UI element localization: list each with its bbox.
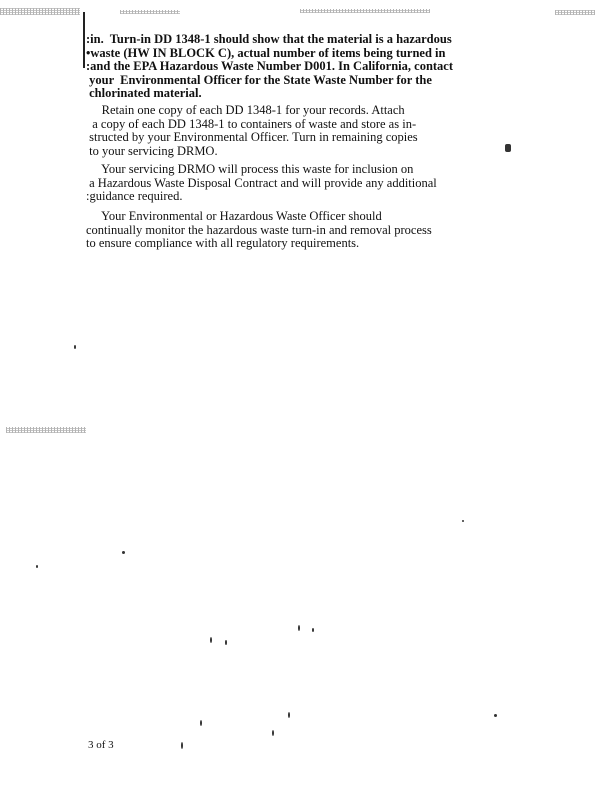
scan-speck (225, 640, 227, 645)
scan-speck (505, 144, 511, 152)
scan-speck (36, 565, 38, 568)
scan-noise-top-left (0, 8, 80, 15)
scan-speck (298, 625, 300, 631)
text-line: a Hazardous Waste Disposal Contract and will provide any additional (86, 175, 437, 190)
scan-speck (272, 730, 274, 736)
text-line: Your servicing DRMO will process this waste for inclusion on (86, 162, 414, 176)
scan-noise-left (6, 427, 86, 433)
scan-speck (462, 520, 464, 522)
text-line: a copy of each DD 1348-1 to containers of waste and store as in- (86, 116, 417, 131)
text-line: your Environmental Officer for the State Waste Number for the (86, 72, 432, 87)
scan-speck (210, 637, 212, 643)
scan-speck (312, 628, 314, 632)
scan-noise-top-center-left (120, 10, 180, 14)
text-line: :guidance required. (86, 189, 183, 204)
scan-speck (200, 720, 202, 726)
scan-noise-top-right (555, 10, 595, 15)
text-line: :in. Turn-in DD 1348-1 should show that the material is a hazardous (86, 32, 452, 46)
paragraph-retain-copy (86, 104, 466, 158)
scan-noise-top-center (300, 9, 430, 13)
scan-speck (494, 714, 497, 717)
text-line: Retain one copy of each DD 1348-1 for your records. Attach (86, 103, 405, 117)
page-number: 3 of 3 (88, 739, 114, 751)
text-line: •waste (HW IN BLOCK C), actual number of items being turned in (86, 45, 446, 60)
text-line: Your Environmental or Hazardous Waste Officer should (86, 209, 382, 223)
scan-speck (74, 345, 76, 349)
paragraph-turn-in-instructions (86, 33, 466, 101)
scan-speck (122, 551, 125, 554)
text-line: structed by your Environmental Officer. Turn in remaining copies (86, 130, 418, 145)
scan-margin-bar (83, 12, 85, 68)
scan-speck (181, 742, 183, 749)
text-line: to your servicing DRMO. (86, 143, 218, 158)
text-line: to ensure compliance with all regulatory requirements. (86, 236, 360, 251)
text-line: chlorinated material. (86, 86, 202, 101)
text-line: :and the EPA Hazardous Waste Number D001. In California, contact (86, 59, 454, 74)
paragraph-officer-monitoring (86, 210, 466, 251)
text-line: continually monitor the hazardous waste turn-in and removal process (86, 222, 432, 237)
paragraph-drmo-processing (86, 163, 466, 204)
scan-speck (288, 712, 290, 718)
